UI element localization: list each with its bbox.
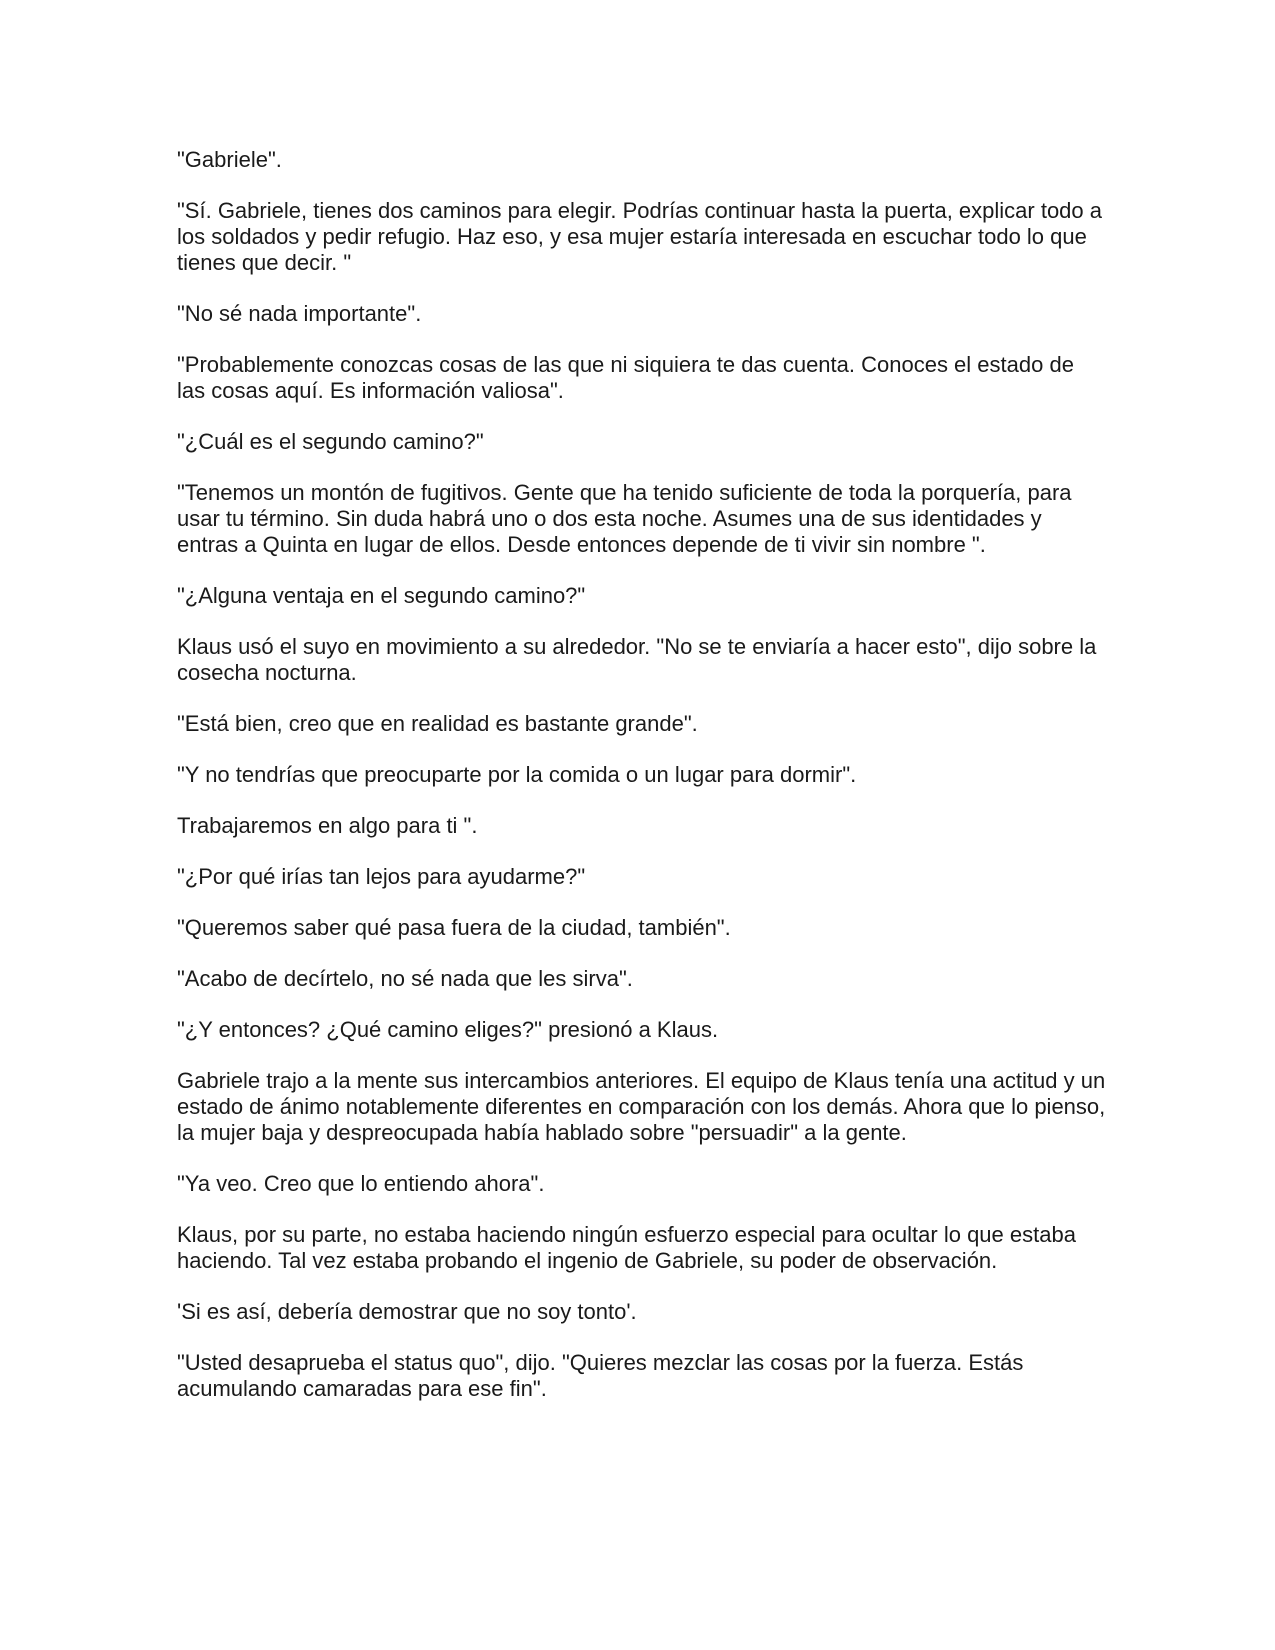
- paragraph: "Y no tendrías que preocuparte por la comida o un lugar para dormir".: [177, 762, 857, 787]
- paragraph: "Tenemos un montón de fugitivos. Gente que ha tenido suficiente de toda la porquería, para usar tu término. Sin duda habrá uno o dos esta noche. Asumes una de sus identidades y entras a Quinta en lugar de ellos. Desde entonces depende de ti vivir sin nombre ".: [177, 480, 1072, 557]
- paragraph: "Probablemente conozcas cosas de las que ni siquiera te das cuenta. Conoces el estado de las cosas aquí. Es información valiosa".: [177, 352, 1074, 403]
- paragraph: Klaus, por su parte, no estaba haciendo ningún esfuerzo especial para ocultar lo que estaba haciendo. Tal vez estaba probando el ingenio de Gabriele, su poder de observación.: [177, 1222, 1076, 1273]
- paragraph: "Queremos saber qué pasa fuera de la ciudad, también".: [177, 915, 731, 940]
- paragraph: "¿Cuál es el segundo camino?": [177, 429, 484, 454]
- paragraph: "Usted desaprueba el status quo", dijo. "Quieres mezclar las cosas por la fuerza. Estás acumulando camaradas para ese fin".: [177, 1350, 1024, 1401]
- paragraph: "¿Por qué irías tan lejos para ayudarme?": [177, 864, 586, 889]
- paragraph: Trabajaremos en algo para ti ".: [177, 813, 478, 838]
- paragraph: "¿Y entonces? ¿Qué camino eliges?" presionó a Klaus.: [177, 1017, 719, 1042]
- paragraph: "Ya veo. Creo que lo entiendo ahora".: [177, 1171, 545, 1196]
- paragraph: 'Si es así, debería demostrar que no soy tonto'.: [177, 1299, 637, 1324]
- document-page: [177, 147, 1107, 1427]
- paragraph: Klaus usó el suyo en movimiento a su alrededor. "No se te enviaría a hacer esto", dijo sobre la cosecha nocturna.: [177, 634, 1097, 685]
- paragraph: "No sé nada importante".: [177, 301, 422, 326]
- paragraph: "Está bien, creo que en realidad es bastante grande".: [177, 711, 698, 736]
- paragraph: "¿Alguna ventaja en el segundo camino?": [177, 583, 586, 608]
- paragraph: Gabriele trajo a la mente sus intercambios anteriores. El equipo de Klaus tenía una actitud y un estado de ánimo notablemente diferentes en comparación con los demás. Ahora que lo pienso, la mujer baja y despreocupada había hablado sobre "persuadir" a la gente.: [177, 1068, 1106, 1145]
- paragraph: "Sí. Gabriele, tienes dos caminos para elegir. Podrías continuar hasta la puerta, explicar todo a los soldados y pedir refugio. Haz eso, y esa mujer estaría interesada en escuchar todo lo que tienes que decir. ": [177, 198, 1102, 275]
- paragraph: "Gabriele".: [177, 147, 282, 172]
- paragraph: "Acabo de decírtelo, no sé nada que les sirva".: [177, 966, 633, 991]
